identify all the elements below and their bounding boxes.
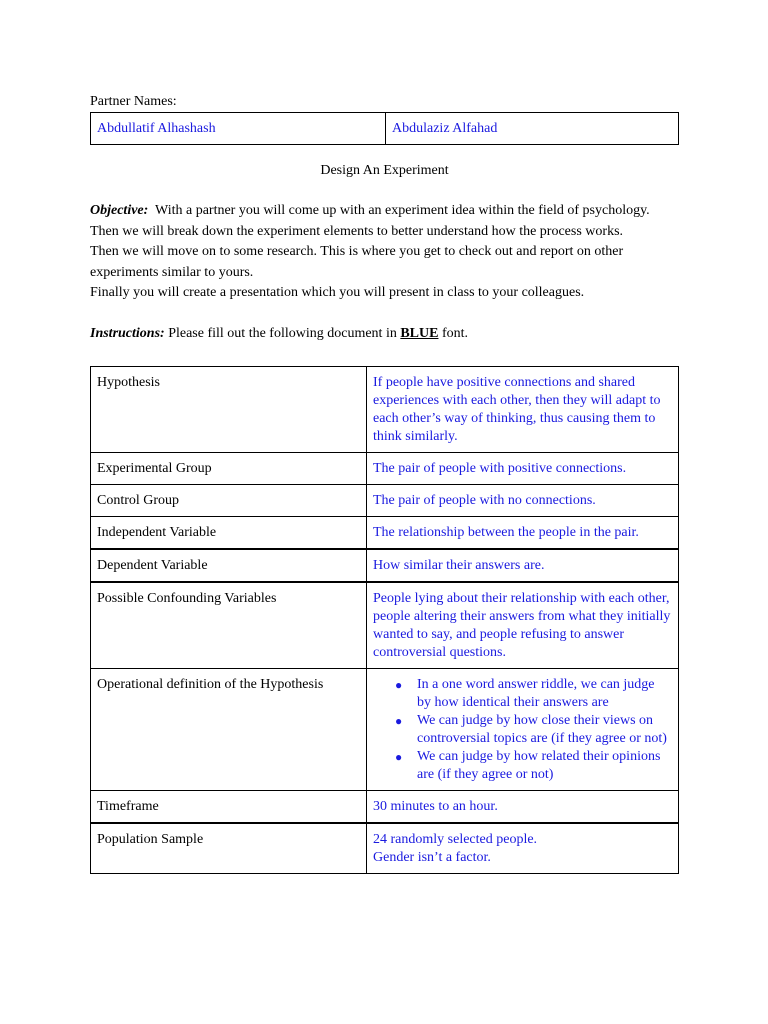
row-value: The pair of people with positive connections. — [367, 452, 679, 484]
instructions-paragraph — [90, 324, 679, 344]
partner-names-table — [90, 112, 679, 145]
list-item — [395, 712, 672, 748]
instructions-after: font. — [441, 325, 469, 341]
table-row-experimental-group — [91, 452, 679, 484]
row-value — [367, 668, 679, 790]
objective-section — [90, 201, 679, 304]
row-value: The relationship between the people in the pair. — [367, 516, 679, 549]
objective-paragraph — [90, 201, 679, 242]
partner-names-label: Partner Names: — [90, 94, 177, 109]
objective-label: Objective: — [90, 203, 149, 218]
row-value: The pair of people with no connections. — [367, 484, 679, 516]
list-item-text: We can judge by how close their views on controversial topics are (if they agree or not) — [417, 712, 667, 746]
row-label: Experimental Group — [91, 452, 367, 484]
partner-name-2: Abdulaziz Alfahad — [386, 113, 679, 145]
partner-names-row — [91, 113, 679, 145]
row-label: Possible Confounding Variables — [91, 582, 367, 669]
list-item — [395, 676, 672, 712]
row-label: Control Group — [91, 484, 367, 516]
document-title: Design An Experiment — [320, 163, 449, 178]
table-row-timeframe — [91, 790, 679, 823]
instructions-text: Please fill out the following document in — [168, 325, 397, 341]
table-row-dependent-variable — [91, 549, 679, 582]
document-page — [90, 92, 679, 874]
objective-line-2: Then we will move on to some research. This is where you get to check out and report on other experiments similar to yours. — [90, 244, 624, 280]
operational-definition-list — [373, 676, 672, 784]
table-row-independent-variable — [91, 516, 679, 549]
objective-text: With a partner you will come up with an experiment idea within the field of psychology. Then we will break down the experiment elements to better understand how the process works. — [90, 203, 650, 239]
partner-name-1: Abdullatif Alhashash — [91, 113, 386, 145]
row-value: If people have positive connections and shared experiences with each other, then they will adapt to each other’s way of thinking, thus causing them to think similarly. — [367, 366, 679, 452]
objective-line-3: Finally you will create a presentation which you will present in class to your colleagues. — [90, 285, 585, 300]
population-sample-line-1: 24 randomly selected people. — [373, 831, 538, 847]
row-label: Population Sample — [91, 823, 367, 874]
row-value: People lying about their relationship with each other, people altering their answers from what they initially wanted to say, and people refusing to answer controversial questions. — [367, 582, 679, 669]
row-value: 30 minutes to an hour. — [367, 790, 679, 823]
list-item-text: In a one word answer riddle, we can judge by how identical their answers are — [417, 676, 655, 710]
instructions-label: Instructions: — [90, 325, 165, 341]
row-value: How similar their answers are. — [367, 549, 679, 582]
table-row-confounding-variables — [91, 582, 679, 669]
row-label: Dependent Variable — [91, 549, 367, 582]
row-label: Timeframe — [91, 790, 367, 823]
row-label: Operational definition of the Hypothesis — [91, 668, 367, 790]
list-item — [395, 748, 672, 784]
bullet-icon: ● — [395, 749, 403, 764]
bullet-icon: ● — [395, 713, 403, 728]
table-row-control-group — [91, 484, 679, 516]
experiment-table — [90, 366, 679, 874]
instructions-emphasis: BLUE — [400, 325, 439, 341]
table-row-hypothesis — [91, 366, 679, 452]
table-row-operational-definition — [91, 668, 679, 790]
row-value — [367, 823, 679, 874]
population-sample-line-2: Gender isn’t a factor. — [373, 849, 491, 865]
table-row-population-sample — [91, 823, 679, 874]
row-label: Independent Variable — [91, 516, 367, 549]
list-item-text: We can judge by how related their opinions are (if they agree or not) — [417, 748, 661, 782]
row-label: Hypothesis — [91, 366, 367, 452]
bullet-icon: ● — [395, 677, 403, 692]
